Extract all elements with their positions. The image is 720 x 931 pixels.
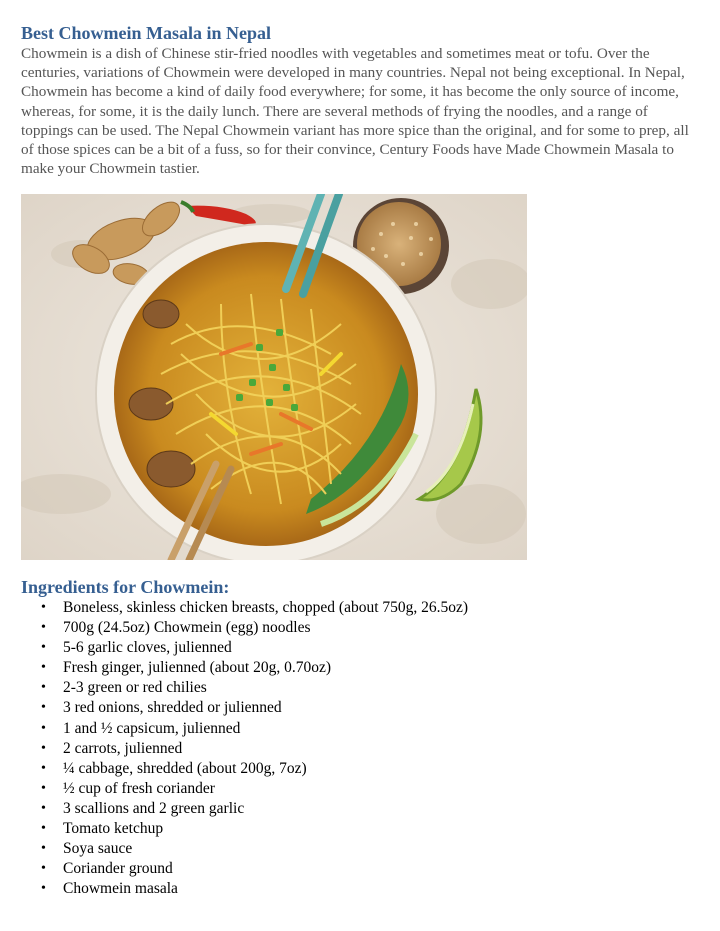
bullet-icon: • [41, 881, 46, 897]
bullet-icon: • [41, 680, 46, 696]
bullet-icon: • [41, 780, 46, 796]
bullet-icon: • [41, 760, 46, 776]
bullet-icon: • [41, 821, 46, 837]
bullet-icon: • [41, 800, 46, 816]
bullet-icon: • [41, 660, 46, 676]
bullet-icon: • [41, 620, 46, 636]
bullet-icon: • [41, 861, 46, 877]
bullet-icon: • [41, 600, 46, 615]
ingredients-heading: Ingredients for Chowmein: [21, 577, 230, 597]
bullet-icon: • [41, 640, 46, 656]
bullet-icon: • [41, 720, 46, 736]
document-page: Best Chowmein Masala in Nepal Chowmein is a dish of Chinese stir-fried noodles with vegetables and sometimes meat or tofu. Over the centuries, variations of Chowmein were developed in many countries. Nepal not being exceptional. In Nepal, Chowmein has become a kind of daily food everywhere; for some, it has become the only source of income, whereas, for some, it is the daily lunch. There are several methods of frying the noodles, and a range of toppings can be used. The Nepal Chowmein variant has more spice than the original, and for some to prep, all of those spices can be a bit of a fuss, so for their convince, Century Foods have Made Chowmein Masala to make your Chowmein tastier. Ingredients for Chowmein: • Boneless, skinless chicken breasts, chopped (about 750g, 26.5oz) • 700g (24.5oz) Chowmein (egg) noodles • 5-6 garlic cloves, julienned • Fresh ginger, julienned (about 20g, 0.70oz) • 2-3 green or red chilies • 3 red onions, shredded or julienned • 1 and ½ capsicum, julienned • 2 carrots, julienned • ¼ cabbage, shredded (about 200g, 7oz) • ½ cup of fresh coriander • 3 scallions and 2 green garlic • Tomato ketchup • Soya sauce • Coriander ground • Chowmein masala [0, 0, 720, 931]
bullet-icon: • [41, 700, 46, 716]
chowmein-bowl-photo [21, 194, 527, 560]
article-intro-paragraph: Chowmein is a dish of Chinese stir-fried noodles with vegetables and sometimes meat or tofu. Over the centuries, variations of Chowmein were developed in many countries. Nepal not being exceptional. In Nepal, Chowmein has become a kind of daily food everywhere; for some, it has become the only source of income, whereas, for some, it is the daily lunch. There are several methods of frying the noodles, and a range of toppings can be used. The Nepal Chowmein variant has more spice than the original, and for some to prep, all of those spices can be a bit of a fuss, so for their convince, Century Foods have Made Chowmein Masala to make your Chowmein tastier. [21, 45, 689, 178]
article-title: Best Chowmein Masala in Nepal [21, 23, 272, 43]
bullet-icon: • [41, 841, 46, 857]
bullet-icon: • [41, 740, 46, 756]
